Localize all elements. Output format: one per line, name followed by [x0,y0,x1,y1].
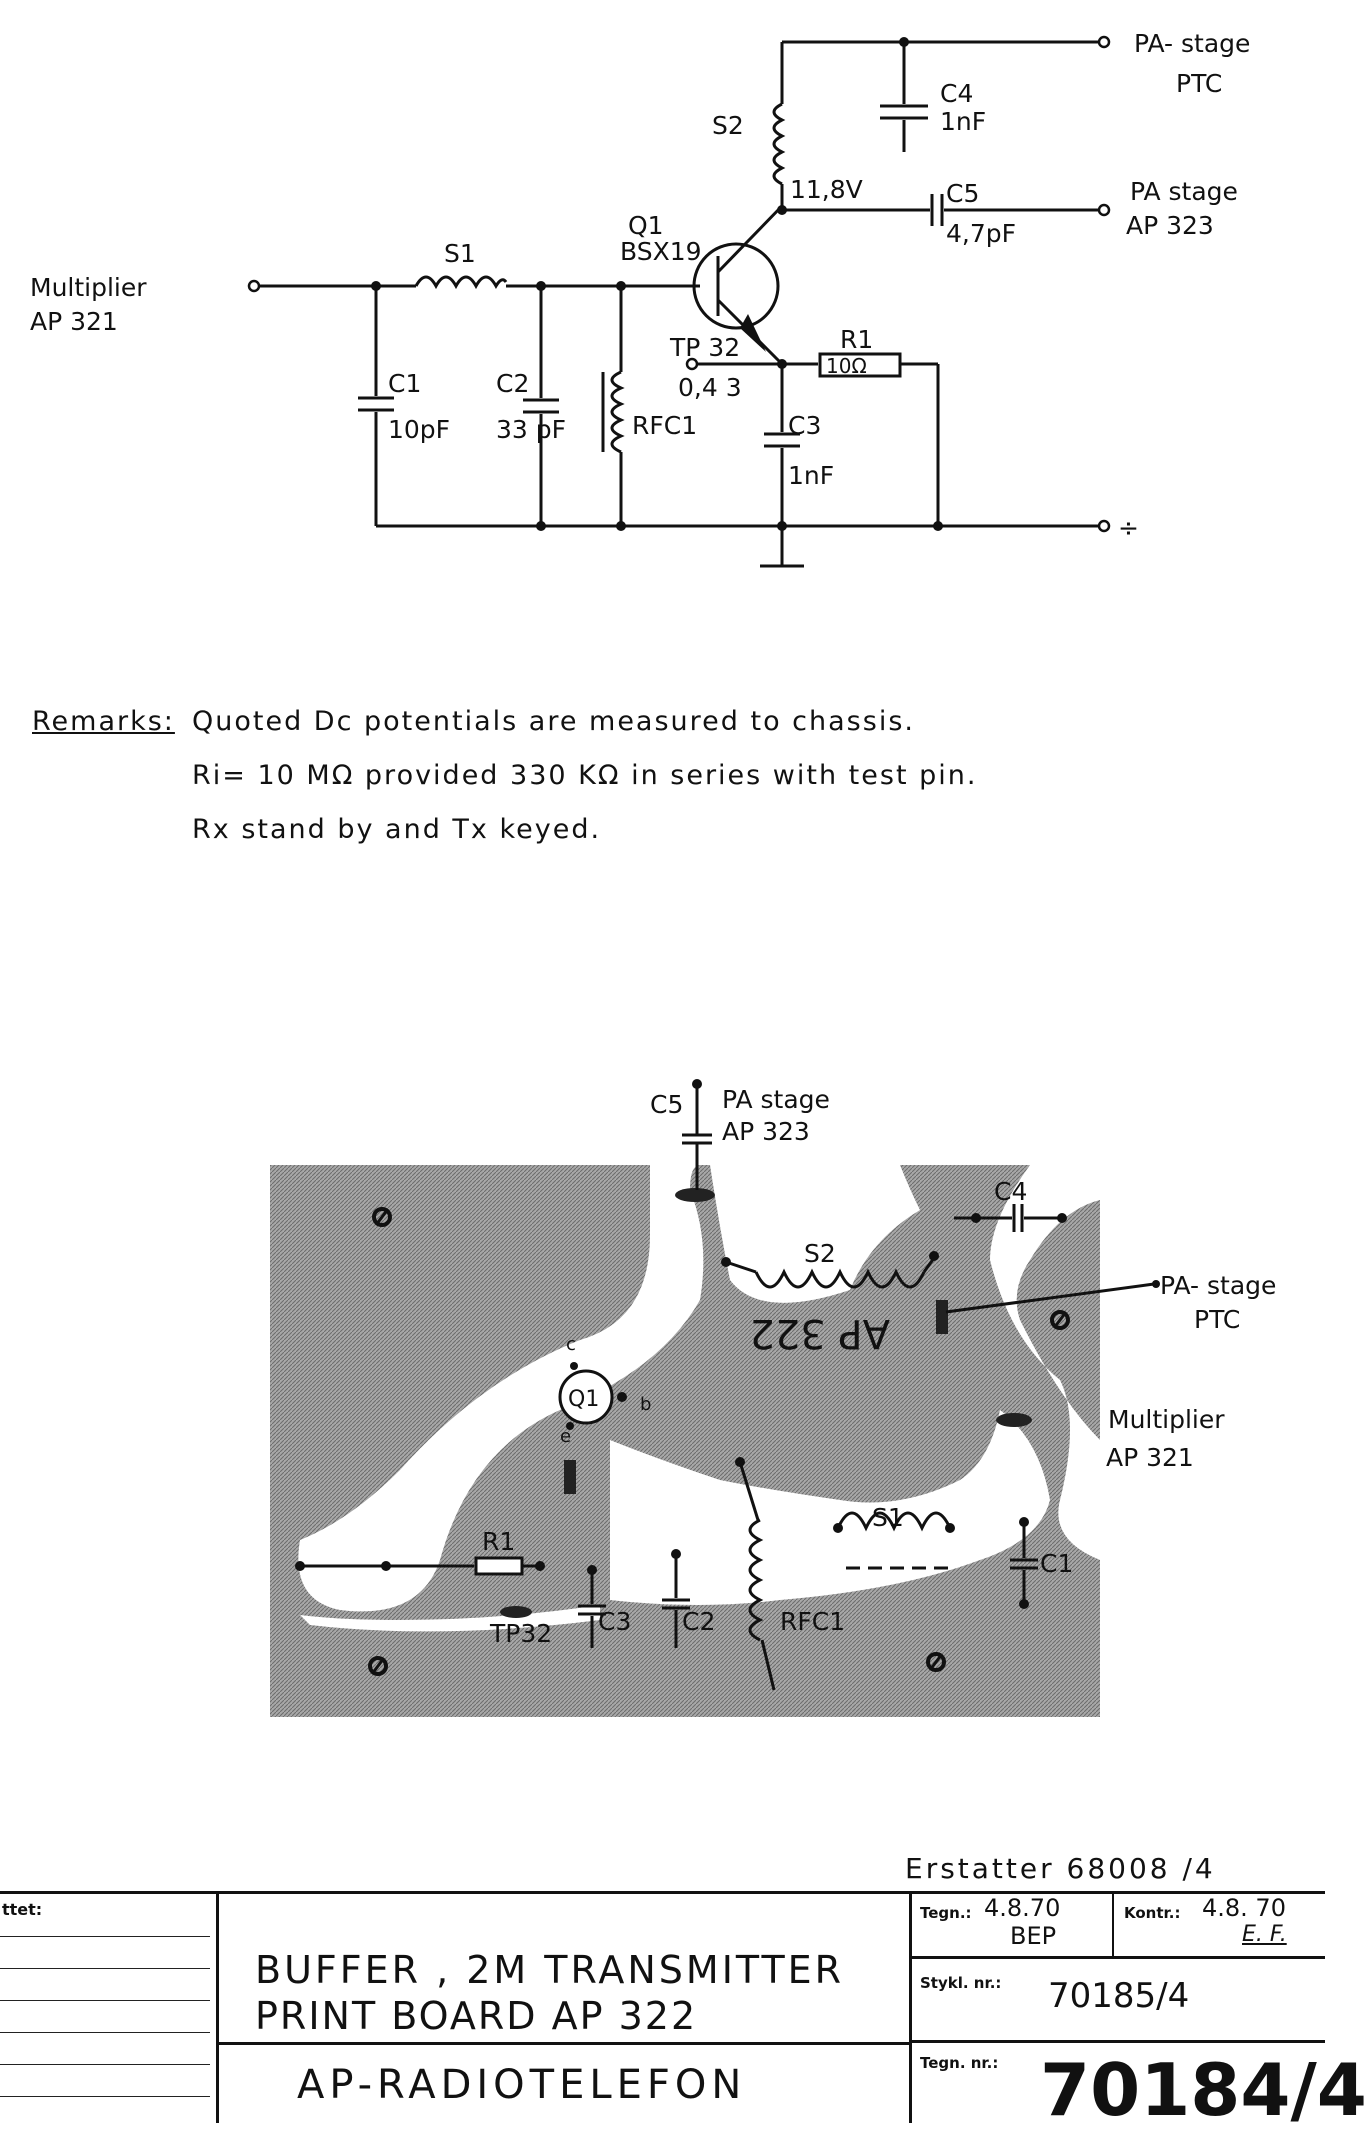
ground-terminal [1099,521,1109,531]
tp32-voltage: 0,4 3 [678,373,742,402]
board-pa-ptc-sub: PTC [1194,1305,1241,1334]
title-block [0,1891,1367,2132]
board-s2-label: S2 [804,1239,836,1268]
board-base-pin: b [640,1394,652,1415]
print-board-layout [0,1060,1322,1740]
board-collector-pin: c [566,1334,576,1355]
rfc1-label: RFC1 [632,411,698,440]
pa-ap-label: PA stage [1130,177,1238,206]
drawing-title: BUFFER , 2M TRANSMITTER [255,1948,845,1992]
drawing-number: 70184/4 [1040,2048,1367,2132]
s2-label: S2 [712,111,744,140]
checked-by: E. F. [1242,1922,1287,1947]
c3-label: C3 [788,411,822,440]
pa-ap323-terminal [1099,205,1109,215]
board-pa-ap-sub: AP 323 [722,1117,810,1146]
board-multiplier-label: Multiplier [1108,1405,1225,1434]
title-area [219,1891,909,2123]
board-c4-label: C4 [994,1177,1028,1206]
board-r1-label: R1 [482,1527,516,1556]
r1-value: 10Ω [826,354,867,378]
board-c3-label: C3 [598,1607,632,1636]
pa-ptc-terminal [1099,37,1109,47]
c2-value: 33 pF [496,415,567,444]
c5-value: 4,7pF [946,219,1017,248]
parts-list-label: Stykl. nr.: [920,1974,1002,1992]
remark-line: Rx stand by and Tx keyed. [192,814,602,845]
circuit-schematic [0,0,1322,600]
replaces-note: Erstatter 68008 /4 [905,1852,1216,1885]
board-r1 [476,1558,522,1574]
q1-label: Q1 [628,211,664,240]
board-pa-ptc-label: PA- stage [1160,1271,1277,1300]
checked-label: Kontr.: [1124,1904,1181,1922]
drawn-date: 4.8.70 [984,1894,1061,1922]
pa-ap-sub: AP 323 [1126,211,1214,240]
remark-line: Ri= 10 MΩ provided 330 KΩ in series with test pin. [192,760,978,791]
board-print-mark: AP 322 [749,1310,890,1356]
pad-c5 [675,1188,715,1202]
board-tp32-label: TP32 [490,1619,553,1648]
pad-multiplier [996,1413,1032,1427]
c4-label: C4 [940,79,974,108]
q1-type: BSX19 [620,237,702,266]
drawing-info [909,1891,1367,2132]
board-s1-label: S1 [872,1503,904,1532]
drawn-label: Tegn.: [920,1904,972,1922]
pad-emitter [564,1460,576,1494]
tp32-label: TP 32 [670,333,741,362]
r1-label: R1 [840,325,874,354]
multiplier-terminal [249,281,259,291]
multiplier-sub: AP 321 [30,307,118,336]
drawing-subtitle: PRINT BOARD AP 322 [255,1994,698,2038]
company-name: AP-RADIOTELEFON [297,2062,747,2108]
remark-line: Quoted Dc potentials are measured to chassis. [192,706,915,737]
pad-pa-ptc [936,1300,948,1334]
pad-tp32 [500,1606,532,1618]
drawing-number-label: Tegn. nr.: [920,2054,999,2072]
c4-value: 1nF [940,107,987,136]
s1-label: S1 [444,239,476,268]
c1-value: 10pF [388,415,451,444]
board-multiplier-sub: AP 321 [1106,1443,1194,1472]
revision-column [0,1891,219,2123]
c5-label: C5 [946,179,980,208]
s1-coil [416,277,506,286]
c3-value: 1nF [788,461,835,490]
board-emitter-pin: e [560,1426,572,1447]
pa-ptc-sub: PTC [1176,69,1223,98]
s2-coil [774,104,782,184]
board-c5-label: C5 [650,1090,684,1119]
rfc1-coil [612,372,621,452]
multiplier-label: Multiplier [30,273,147,302]
q1-transistor [694,244,778,328]
collector-voltage: 11,8V [790,175,863,204]
c1-label: C1 [388,369,422,398]
remarks-label: Remarks: [32,706,175,737]
board-c2-label: C2 [682,1607,716,1636]
board-rfc1-label: RFC1 [780,1607,846,1636]
board-q1-label: Q1 [568,1387,600,1412]
parts-list-number: 70185/4 [1048,1976,1190,2016]
ground-symbol: ÷ [1118,513,1139,542]
board-c1-label: C1 [1040,1549,1074,1578]
board-pa-ap-label: PA stage [722,1085,830,1114]
c2-label: C2 [496,369,530,398]
revision-header: ttet: [2,1900,43,1919]
checked-date: 4.8. 70 [1202,1894,1286,1922]
drawn-by: BEP [1010,1922,1057,1950]
pa-ptc-label: PA- stage [1134,29,1251,58]
